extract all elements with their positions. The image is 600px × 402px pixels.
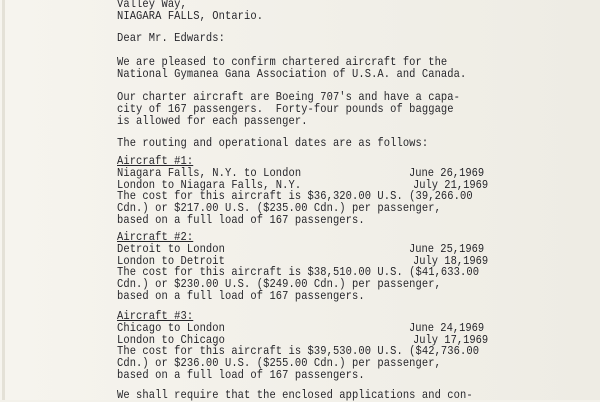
paragraph-line: is allowed for each passenger. <box>117 115 308 128</box>
aircraft-heading: Aircraft #2: <box>117 231 194 244</box>
route-date: July 18,1969 <box>413 255 489 268</box>
cost-line: based on a full load of 167 passengers. <box>117 369 365 382</box>
closing-line: We shall require that the enclosed applications and con- <box>117 389 473 402</box>
cost-line: The cost for this aircraft is $39,530.00 U.S. ($42,736.00 <box>117 345 480 358</box>
route-date: July 17,1969 <box>413 334 489 347</box>
paragraph-line: The routing and operational dates are as follows: <box>117 137 429 150</box>
paragraph-line: We are pleased to confirm chartered aircraft for the <box>117 56 448 69</box>
route-line: Niagara Falls, N.Y. to London <box>117 167 302 180</box>
route-line: London to Chicago <box>117 334 225 347</box>
route-date: June 26,1969 <box>409 167 485 180</box>
route-line: London to Detroit <box>117 255 225 268</box>
route-line: London to Niagara Falls, N.Y. <box>117 179 302 192</box>
route-date: July 21,1969 <box>413 179 489 192</box>
route-line: Chicago to London <box>117 322 225 335</box>
aircraft-heading: Aircraft #3: <box>117 310 194 323</box>
salutation: Dear Mr. Edwards: <box>117 32 225 45</box>
route-date: June 25,1969 <box>409 243 485 256</box>
cost-line: Cdn.) or $230.00 U.S. ($249.00 Cdn.) per passenger, <box>117 278 441 291</box>
page-edge-shadow <box>2 0 5 400</box>
aircraft-heading: Aircraft #1: <box>117 155 194 168</box>
cost-line: Cdn.) or $236.00 U.S. ($255.00 Cdn.) per passenger, <box>117 357 441 370</box>
route-date: June 24,1969 <box>409 322 485 335</box>
route-line: Detroit to London <box>117 243 225 256</box>
cost-line: The cost for this aircraft is $36,320.00 U.S. (39,266.00 <box>117 190 473 203</box>
paragraph-line: National Gymanea Gana Association of U.S.A. and Canada. <box>117 68 467 81</box>
address-street: Valley Way, <box>117 0 187 11</box>
paragraph-line: city of 167 passengers. Forty-four pounds of baggage <box>117 103 454 116</box>
cost-line: Cdn.) or $217.00 U.S. ($235.00 Cdn.) per passenger, <box>117 202 441 215</box>
cost-line: based on a full load of 167 passengers. <box>117 214 365 227</box>
paragraph-line: Our charter aircraft are Boeing 707's and have a capa- <box>117 91 460 104</box>
address-city: NIAGARA FALLS, Ontario. <box>117 10 264 23</box>
cost-line: based on a full load of 167 passengers. <box>117 290 365 303</box>
cost-line: The cost for this aircraft is $38,510.00 U.S. ($41,633.00 <box>117 266 480 279</box>
